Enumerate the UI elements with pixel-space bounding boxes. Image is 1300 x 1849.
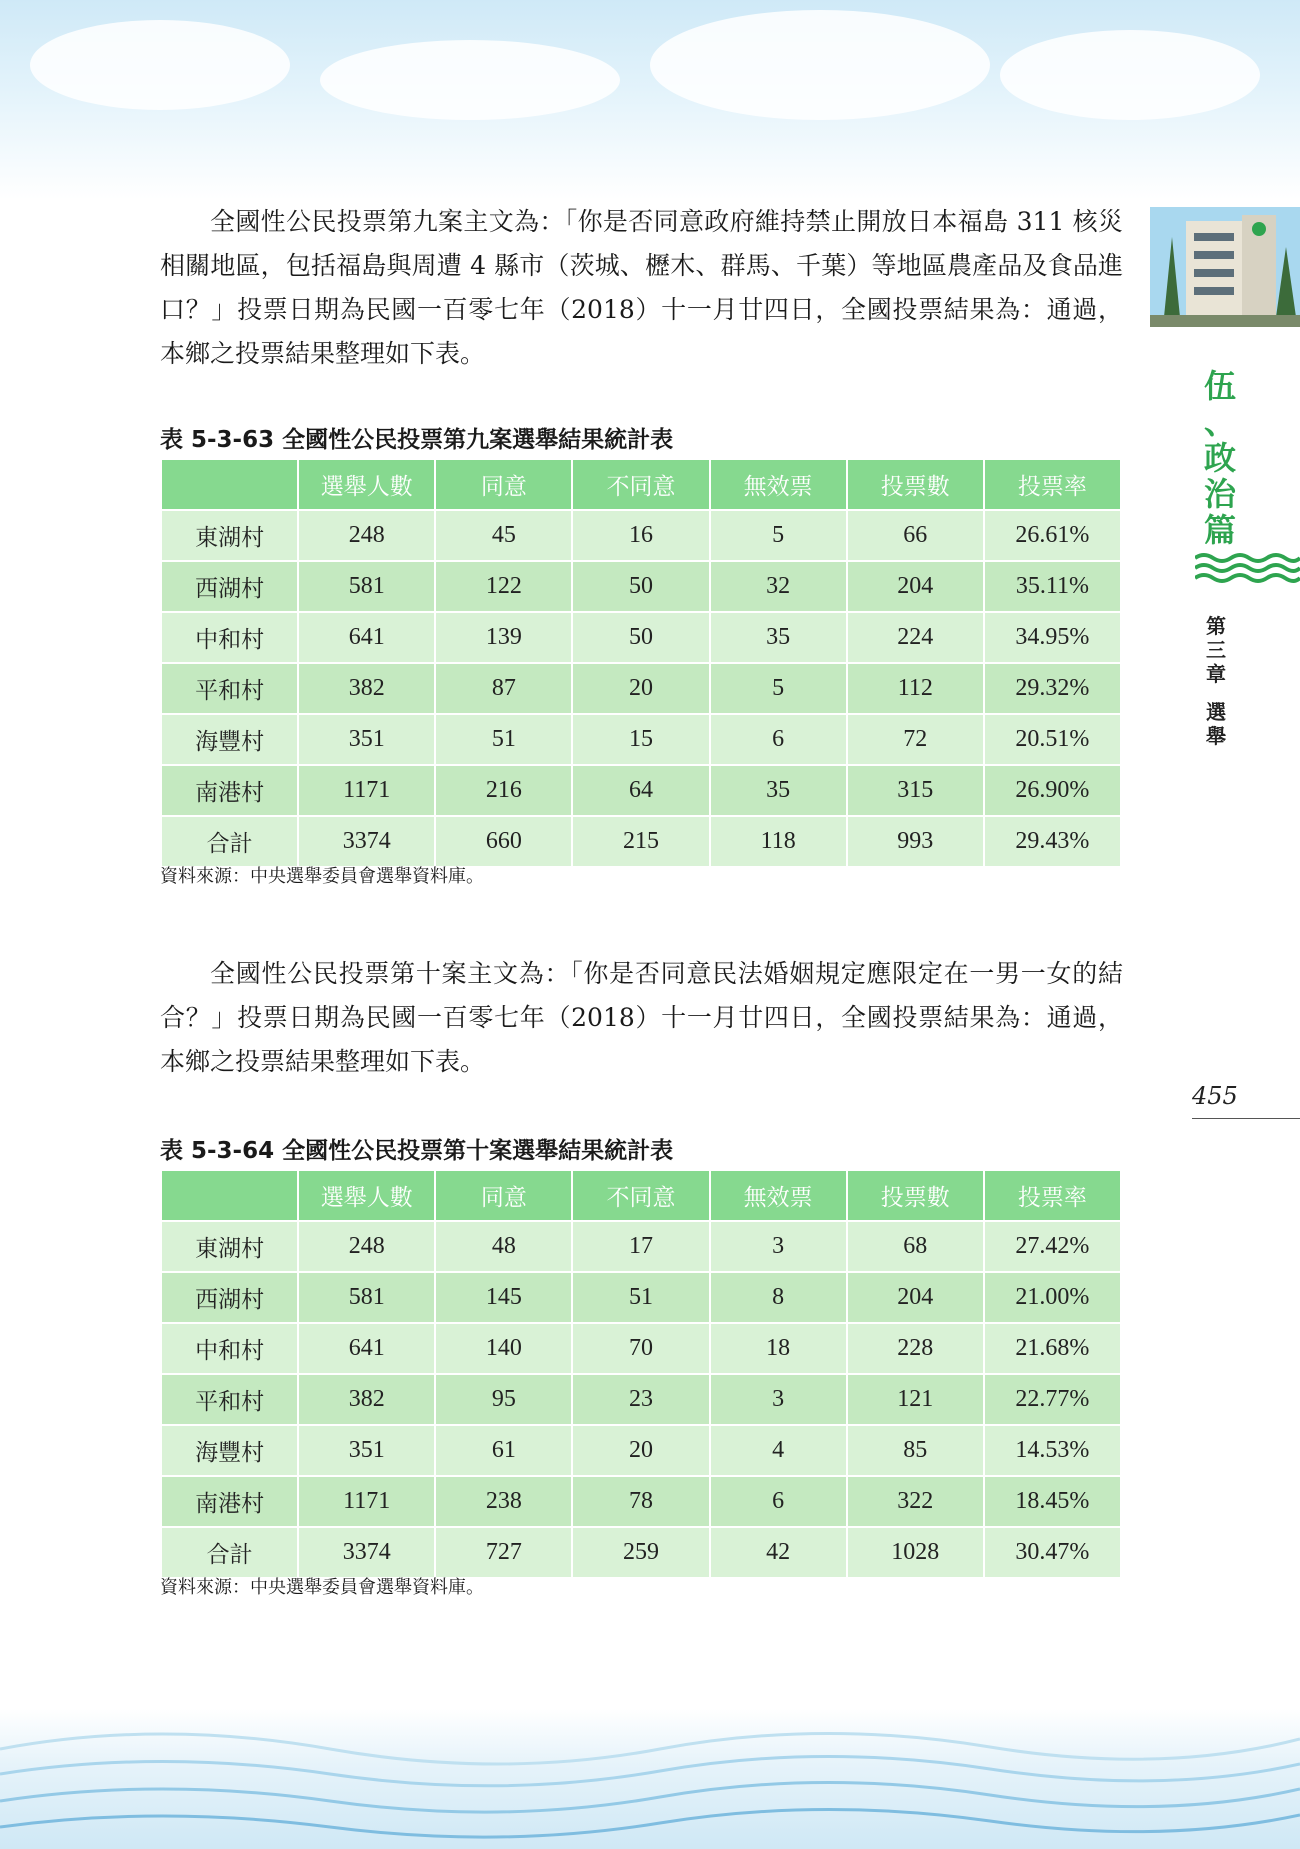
header-cell bbox=[162, 460, 297, 509]
table-row bbox=[162, 613, 1120, 662]
value-cell: 66 bbox=[848, 511, 983, 560]
value-cell: 5 bbox=[711, 664, 846, 713]
table-row bbox=[162, 562, 1120, 611]
value-cell: 21.68% bbox=[985, 1324, 1120, 1373]
value-cell: 215 bbox=[573, 817, 708, 866]
paragraph-referendum-10: 全國性公民投票第十案主文為：「你是否同意民法婚姻規定應限定在一男一女的結合？」投票日期為民國一百零七年（2018）十一月廿四日，全國投票結果為：通過，本鄉之投票結果整理如下表。 bbox=[160, 959, 1123, 1076]
village-cell: 海豐村 bbox=[162, 715, 297, 764]
value-cell: 727 bbox=[436, 1528, 571, 1577]
header-cell: 投票數 bbox=[848, 1171, 983, 1220]
value-cell: 139 bbox=[436, 613, 571, 662]
value-cell: 14.53% bbox=[985, 1426, 1120, 1475]
value-cell: 20 bbox=[573, 1426, 708, 1475]
value-cell: 78 bbox=[573, 1477, 708, 1526]
green-wave-icon bbox=[1195, 552, 1300, 588]
section-char: 舉 bbox=[1206, 724, 1226, 748]
value-cell: 1028 bbox=[848, 1528, 983, 1577]
value-cell: 21.00% bbox=[985, 1273, 1120, 1322]
value-cell: 315 bbox=[848, 766, 983, 815]
table2-source-note: 資料來源：中央選舉委員會選舉資料庫。 bbox=[160, 1577, 484, 1598]
header-cell: 投票率 bbox=[985, 460, 1120, 509]
chapter-char: 政 bbox=[1203, 439, 1236, 477]
value-cell: 351 bbox=[299, 1426, 434, 1475]
value-cell: 145 bbox=[436, 1273, 571, 1322]
value-cell: 61 bbox=[436, 1426, 571, 1475]
value-cell: 42 bbox=[711, 1528, 846, 1577]
table-row bbox=[162, 1477, 1120, 1526]
value-cell: 18.45% bbox=[985, 1477, 1120, 1526]
header-cell: 無效票 bbox=[711, 460, 846, 509]
table-header-row bbox=[162, 1171, 1120, 1220]
page-number: 455 bbox=[1192, 1082, 1238, 1110]
value-cell: 29.32% bbox=[985, 664, 1120, 713]
total-label-cell: 合計 bbox=[162, 817, 297, 866]
value-cell: 70 bbox=[573, 1324, 708, 1373]
value-cell: 35.11% bbox=[985, 562, 1120, 611]
value-cell: 204 bbox=[848, 1273, 983, 1322]
village-cell: 西湖村 bbox=[162, 562, 297, 611]
value-cell: 228 bbox=[848, 1324, 983, 1373]
value-cell: 26.90% bbox=[985, 766, 1120, 815]
value-cell: 95 bbox=[436, 1375, 571, 1424]
section-spacer bbox=[1198, 686, 1234, 700]
value-cell: 50 bbox=[573, 613, 708, 662]
chapter-char: 伍 bbox=[1203, 367, 1236, 405]
header-cell: 投票率 bbox=[985, 1171, 1120, 1220]
value-cell: 3374 bbox=[299, 1528, 434, 1577]
value-cell: 87 bbox=[436, 664, 571, 713]
value-cell: 382 bbox=[299, 664, 434, 713]
referendum-9-table bbox=[160, 458, 1122, 868]
value-cell: 216 bbox=[436, 766, 571, 815]
value-cell: 51 bbox=[436, 715, 571, 764]
chapter-title-vertical bbox=[1200, 368, 1240, 548]
value-cell: 50 bbox=[573, 562, 708, 611]
value-cell: 322 bbox=[848, 1477, 983, 1526]
header-cell: 無效票 bbox=[711, 1171, 846, 1220]
page-number-rule bbox=[1192, 1118, 1300, 1119]
section-char: 選 bbox=[1206, 700, 1226, 724]
value-cell: 35 bbox=[711, 613, 846, 662]
value-cell: 29.43% bbox=[985, 817, 1120, 866]
village-cell: 南港村 bbox=[162, 766, 297, 815]
table2-caption: 表 5-3-64 全國性公民投票第十案選舉結果統計表 bbox=[160, 1138, 674, 1164]
value-cell: 22.77% bbox=[985, 1375, 1120, 1424]
table-header-row bbox=[162, 460, 1120, 509]
table-row bbox=[162, 1222, 1120, 1271]
value-cell: 118 bbox=[711, 817, 846, 866]
village-cell: 東湖村 bbox=[162, 1222, 297, 1271]
value-cell: 18 bbox=[711, 1324, 846, 1373]
value-cell: 248 bbox=[299, 1222, 434, 1271]
table1-caption: 表 5-3-63 全國性公民投票第九案選舉結果統計表 bbox=[160, 427, 674, 453]
village-cell: 南港村 bbox=[162, 1477, 297, 1526]
value-cell: 20 bbox=[573, 664, 708, 713]
value-cell: 32 bbox=[711, 562, 846, 611]
chapter-char: 治 bbox=[1203, 475, 1236, 513]
value-cell: 8 bbox=[711, 1273, 846, 1322]
table-total-row bbox=[162, 1528, 1120, 1577]
header-cell bbox=[162, 1171, 297, 1220]
section-char: 三 bbox=[1206, 638, 1226, 662]
value-cell: 641 bbox=[299, 613, 434, 662]
value-cell: 3 bbox=[711, 1375, 846, 1424]
village-cell: 中和村 bbox=[162, 1324, 297, 1373]
total-label-cell: 合計 bbox=[162, 1528, 297, 1577]
value-cell: 641 bbox=[299, 1324, 434, 1373]
chapter-char: 、 bbox=[1203, 403, 1236, 441]
section-title-vertical bbox=[1198, 614, 1234, 748]
value-cell: 48 bbox=[436, 1222, 571, 1271]
table-row bbox=[162, 1375, 1120, 1424]
table-row bbox=[162, 1273, 1120, 1322]
value-cell: 581 bbox=[299, 562, 434, 611]
value-cell: 34.95% bbox=[985, 613, 1120, 662]
value-cell: 121 bbox=[848, 1375, 983, 1424]
village-cell: 西湖村 bbox=[162, 1273, 297, 1322]
table-row bbox=[162, 766, 1120, 815]
value-cell: 6 bbox=[711, 1477, 846, 1526]
value-cell: 51 bbox=[573, 1273, 708, 1322]
header-cell: 同意 bbox=[436, 1171, 571, 1220]
table1-source-note: 資料來源：中央選舉委員會選舉資料庫。 bbox=[160, 866, 484, 887]
value-cell: 85 bbox=[848, 1426, 983, 1475]
value-cell: 15 bbox=[573, 715, 708, 764]
village-cell: 平和村 bbox=[162, 664, 297, 713]
municipal-building-photo bbox=[1150, 207, 1300, 327]
value-cell: 72 bbox=[848, 715, 983, 764]
paragraph-referendum-9: 全國性公民投票第九案主文為：「你是否同意政府維持禁止開放日本福島 311 核災相關地區，包括福島與周遭 4 縣市（茨城、櫪木、群馬、千葉）等地區農產品及食品進口？」投票日期為民國一百零七年（2018）十一月廿四日，全國投票結果為：通過，本鄉之投票結果整理如下表。 bbox=[160, 207, 1123, 368]
value-cell: 23 bbox=[573, 1375, 708, 1424]
value-cell: 112 bbox=[848, 664, 983, 713]
value-cell: 68 bbox=[848, 1222, 983, 1271]
value-cell: 224 bbox=[848, 613, 983, 662]
value-cell: 1171 bbox=[299, 1477, 434, 1526]
value-cell: 16 bbox=[573, 511, 708, 560]
value-cell: 3374 bbox=[299, 817, 434, 866]
value-cell: 581 bbox=[299, 1273, 434, 1322]
header-cell: 選舉人數 bbox=[299, 460, 434, 509]
value-cell: 30.47% bbox=[985, 1528, 1120, 1577]
table-total-row bbox=[162, 817, 1120, 866]
value-cell: 20.51% bbox=[985, 715, 1120, 764]
table-row bbox=[162, 1324, 1120, 1373]
bottom-wave-decoration bbox=[0, 1709, 1300, 1849]
table-row bbox=[162, 664, 1120, 713]
table-row bbox=[162, 715, 1120, 764]
value-cell: 660 bbox=[436, 817, 571, 866]
table-row bbox=[162, 511, 1120, 560]
header-cell: 投票數 bbox=[848, 460, 983, 509]
header-cell: 不同意 bbox=[573, 460, 708, 509]
value-cell: 45 bbox=[436, 511, 571, 560]
header-cell: 選舉人數 bbox=[299, 1171, 434, 1220]
value-cell: 17 bbox=[573, 1222, 708, 1271]
chapter-char: 篇 bbox=[1203, 511, 1236, 549]
section-char: 第 bbox=[1206, 614, 1226, 638]
value-cell: 238 bbox=[436, 1477, 571, 1526]
referendum-10-table bbox=[160, 1169, 1122, 1579]
value-cell: 27.42% bbox=[985, 1222, 1120, 1271]
value-cell: 1171 bbox=[299, 766, 434, 815]
value-cell: 3 bbox=[711, 1222, 846, 1271]
value-cell: 248 bbox=[299, 511, 434, 560]
value-cell: 5 bbox=[711, 511, 846, 560]
village-cell: 東湖村 bbox=[162, 511, 297, 560]
value-cell: 204 bbox=[848, 562, 983, 611]
value-cell: 140 bbox=[436, 1324, 571, 1373]
value-cell: 4 bbox=[711, 1426, 846, 1475]
sky-banner bbox=[0, 0, 1300, 200]
value-cell: 122 bbox=[436, 562, 571, 611]
section-char: 章 bbox=[1206, 662, 1226, 686]
value-cell: 382 bbox=[299, 1375, 434, 1424]
value-cell: 259 bbox=[573, 1528, 708, 1577]
value-cell: 26.61% bbox=[985, 511, 1120, 560]
table-row bbox=[162, 1426, 1120, 1475]
value-cell: 35 bbox=[711, 766, 846, 815]
village-cell: 平和村 bbox=[162, 1375, 297, 1424]
value-cell: 351 bbox=[299, 715, 434, 764]
village-cell: 中和村 bbox=[162, 613, 297, 662]
header-cell: 不同意 bbox=[573, 1171, 708, 1220]
value-cell: 6 bbox=[711, 715, 846, 764]
header-cell: 同意 bbox=[436, 460, 571, 509]
value-cell: 64 bbox=[573, 766, 708, 815]
village-cell: 海豐村 bbox=[162, 1426, 297, 1475]
value-cell: 993 bbox=[848, 817, 983, 866]
